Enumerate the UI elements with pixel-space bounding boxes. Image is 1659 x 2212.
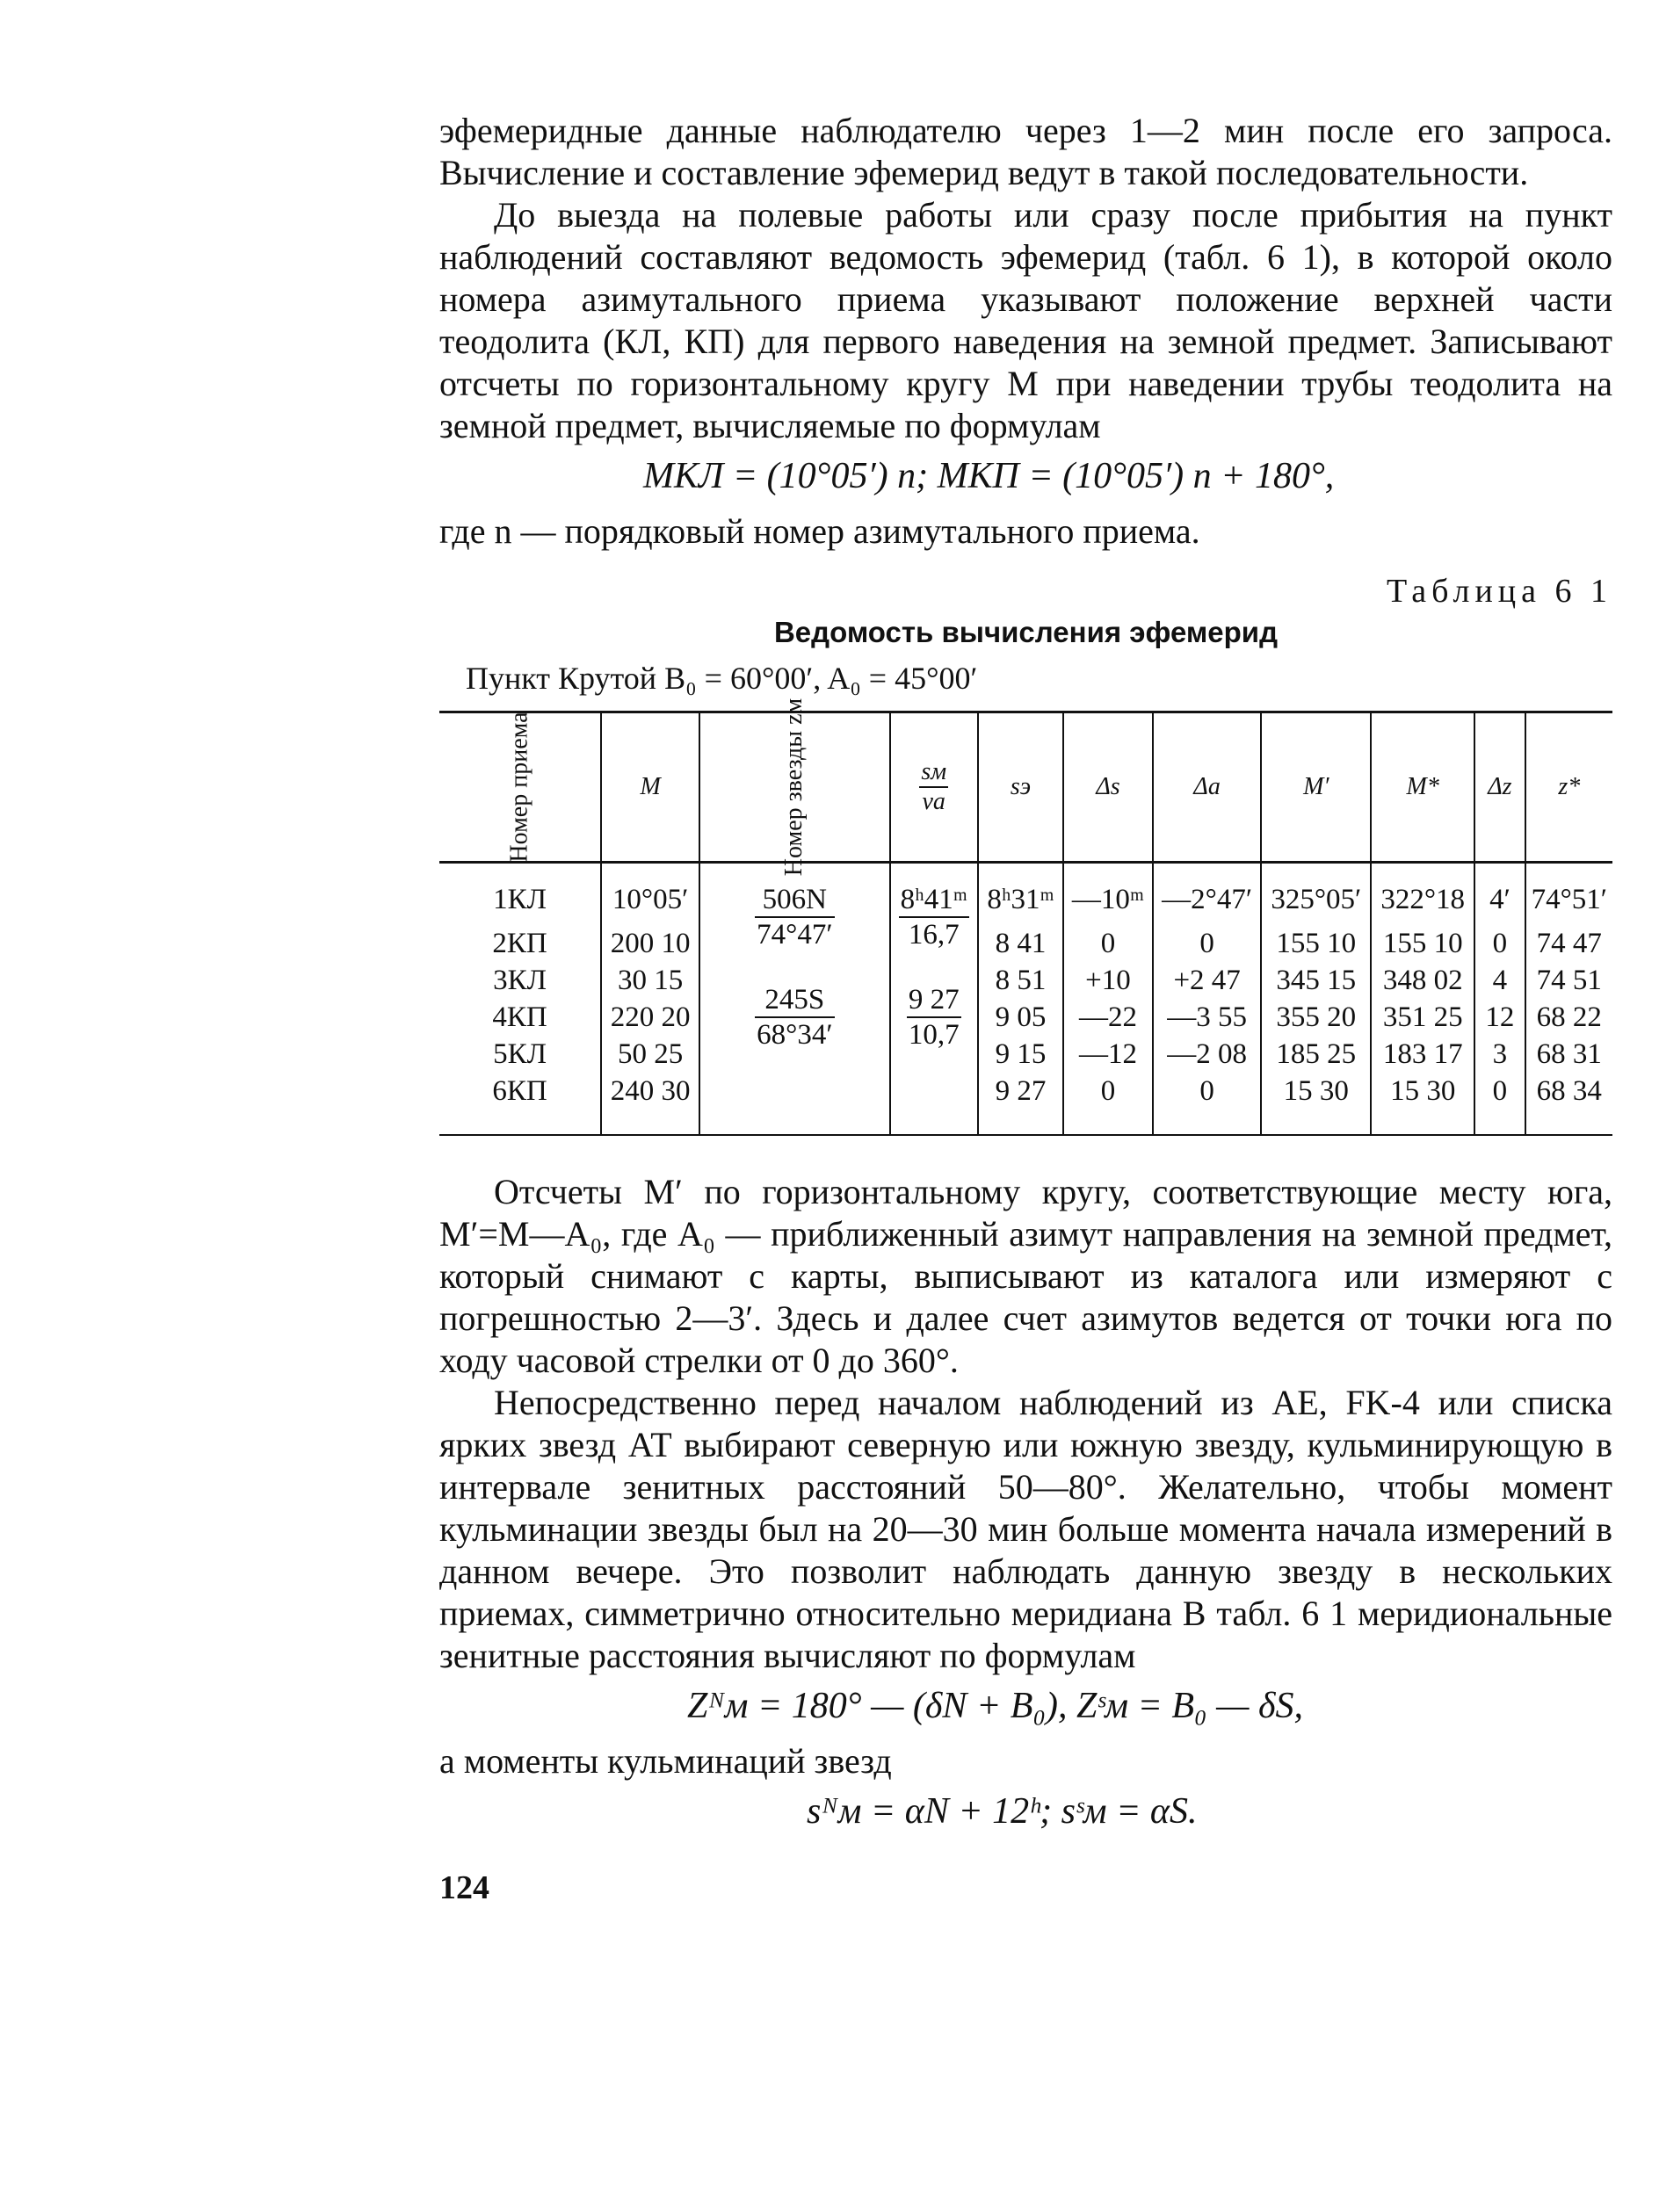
ephemeris-table — [439, 698, 1612, 1136]
cell-reception: 1КЛ — [439, 863, 601, 926]
cell-reception: 6КП — [439, 1073, 601, 1135]
cell-star-north-time: $\frac{\text{8ʰ41ᵐ}}{16,7}$ — [890, 863, 978, 963]
cell-star-south: $\frac{245S}{68^\circ 34'}$ — [699, 962, 889, 1073]
cell-se: 8 41 — [978, 925, 1063, 962]
paragraph-culmination: а моменты кульминаций звезд — [439, 1741, 892, 1781]
header-reception-number: Номер приема — [439, 712, 601, 863]
page-number: 124 — [439, 1869, 489, 1906]
cell-star-south-time: $\frac{9 27}{10,7}$ — [890, 962, 978, 1073]
cell-reception: 2КП — [439, 925, 601, 962]
cell-delta-z: 12 — [1474, 999, 1525, 1036]
cell-m-star: 183 17 — [1371, 1036, 1474, 1073]
table-subtitle: Пункт Крутой B₀ = 60°00′, A₀ = 45°00′ — [466, 661, 978, 696]
cell-m: 50 25 — [601, 1036, 699, 1073]
table-header-row — [439, 712, 1612, 863]
cell-delta-s: 0 — [1063, 1073, 1153, 1135]
cell-delta-s: —10ᵐ — [1063, 863, 1153, 926]
cell-delta-a: —2 08 — [1153, 1036, 1262, 1073]
cell-se: 9 15 — [978, 1036, 1063, 1073]
header-delta-s: Δs — [1063, 712, 1153, 863]
cell-delta-s: 0 — [1063, 925, 1153, 962]
paragraph-n-definition: где n — порядковый номер азимутального приема. — [439, 511, 1200, 551]
cell-z-star: 74 47 — [1536, 928, 1602, 959]
cell-delta-a: —2°47′ — [1153, 863, 1262, 926]
cell-delta-z: 0 — [1474, 1073, 1525, 1135]
header-m: M — [601, 712, 699, 863]
cell-reception: 4КП — [439, 999, 601, 1036]
cell-z-star: 68 31 — [1536, 1038, 1602, 1070]
cell-z-star: 68 34 — [1536, 1075, 1602, 1107]
cell-m-prime: 155 10 — [1261, 925, 1371, 962]
cell-delta-z: 3 — [1474, 1036, 1525, 1073]
cell-delta-s: —22 — [1063, 999, 1153, 1036]
paragraph-star-selection: Непосредственно перед началом наблюдений из АЕ, FK-4 или списка ярких звезд АТ выбирают северную или южную звезду, кульминирующую в интервале зенитных расстояний 50—80°. Желательно, чтобы момент кульминации звезды был на 20—30 мин больше момента начала измерений в данном вечере. Это позволит наблюдать данную звезду в нескольких приемах, симметрично относительно меридиана В табл. 6 1 меридиональные зенитные расстояния вычисляют по формулам — [439, 1383, 1612, 1675]
cell-star-time-empty — [890, 1073, 978, 1135]
cell-m-prime: 185 25 — [1261, 1036, 1371, 1073]
cell-delta-z: 4 — [1474, 962, 1525, 999]
header-star-number: Номер звезды zм — [699, 712, 889, 863]
cell-m-prime: 325°05′ — [1261, 863, 1371, 926]
cell-delta-a: +2 47 — [1153, 962, 1262, 999]
cell-m-star: 351 25 — [1371, 999, 1474, 1036]
table-row — [439, 863, 1612, 926]
cell-se: 9 05 — [978, 999, 1063, 1036]
formula-culmination-moments: sᴺм = αN + 12ʰ; sˢм = αS. — [807, 1791, 1198, 1832]
cell-se: 9 27 — [978, 1073, 1063, 1135]
cell-delta-s: +10 — [1063, 962, 1153, 999]
table-title: Ведомость вычисления эфемерид — [773, 616, 1279, 648]
cell-m: 200 10 — [601, 925, 699, 962]
header-delta-a: Δa — [1153, 712, 1262, 863]
paragraph-ephemeris-list: До выезда на полевые работы или сразу после прибытия на пункт наблюдений составляют ведомость эфемерид (табл. 6 1), в которой около номера азимутального приема указывают положение верхней части теодолита (КЛ, КП) для первого наведения на земной предмет. Записывают отсчеты по горизонтальному кругу M при наведении трубы теодолита на земной предмет, вычисляемые по формулам — [439, 195, 1612, 445]
book-page — [439, 110, 1612, 1907]
formula-zenith-distances: Zᴺм = 180° — (δN + B₀), Zˢм = B₀ — δS, — [687, 1686, 1304, 1726]
cell-m-star: 15 30 — [1371, 1073, 1474, 1135]
cell-m: 220 20 — [601, 999, 699, 1036]
header-m-star: M* — [1371, 712, 1474, 863]
cell-star-empty — [699, 1073, 889, 1135]
cell-m-star: 322°18 — [1371, 863, 1474, 926]
table-row — [439, 1073, 1612, 1135]
cell-star-north: $\frac{506N}{74^\circ 47'}$ — [699, 863, 889, 963]
cell-delta-a: 0 — [1153, 1073, 1262, 1135]
cell-m: 240 30 — [601, 1073, 699, 1135]
cell-delta-s: —12 — [1063, 1036, 1153, 1073]
header-se: sэ — [978, 712, 1063, 863]
table-row — [439, 1036, 1612, 1073]
cell-se: 8 51 — [978, 962, 1063, 999]
table-row — [439, 925, 1612, 962]
cell-z-star: 74°51′ — [1531, 884, 1607, 915]
cell-m-prime: 345 15 — [1261, 962, 1371, 999]
cell-reception: 3КЛ — [439, 962, 601, 999]
header-m-prime: M′ — [1261, 712, 1371, 863]
cell-m-prime: 355 20 — [1261, 999, 1371, 1036]
table-label: Таблица 6 1 — [1386, 573, 1612, 610]
cell-se: 8ʰ31ᵐ — [978, 863, 1063, 926]
cell-delta-z: 4′ — [1474, 863, 1525, 926]
cell-delta-z: 0 — [1474, 925, 1525, 962]
table-row — [439, 999, 1612, 1036]
cell-delta-a: 0 — [1153, 925, 1262, 962]
cell-m-prime: 15 30 — [1261, 1073, 1371, 1135]
formula-circle-readings: MКЛ = (10°05′) n; MКП = (10°05′) n + 180°, — [643, 456, 1335, 496]
paragraph-readings-south: Отсчеты M′ по горизонтальному кругу, соответствующие месту юга, M′=M—A₀, где A₀ — приближенный азимут направления на земной предмет, который снимают с карты, выписывают из каталога или измеряют с погрешностью 2—3′. Здесь и далее счет азимутов ведется от точки юга по ходу часовой стрелки от 0 до 360°. — [439, 1172, 1612, 1380]
cell-delta-a: —3 55 — [1153, 999, 1262, 1036]
cell-m: 30 15 — [601, 962, 699, 999]
cell-reception: 5КЛ — [439, 1036, 601, 1073]
cell-m: 10°05′ — [601, 863, 699, 926]
cell-z-star: 74 51 — [1536, 965, 1602, 996]
cell-m-star: 155 10 — [1371, 925, 1474, 962]
cell-z-star: 68 22 — [1536, 1001, 1602, 1033]
header-sm-va: $\frac{sм}{va}$ — [890, 712, 978, 863]
header-z-star: z* — [1525, 712, 1612, 863]
header-delta-z: Δz — [1474, 712, 1525, 863]
table-row — [439, 962, 1612, 999]
cell-m-star: 348 02 — [1371, 962, 1474, 999]
paragraph-intro: эфемеридные данные наблюдателю через 1—2 мин после его запроса. Вычисление и составление эфемерид ведут в такой последовательности. — [439, 111, 1612, 192]
